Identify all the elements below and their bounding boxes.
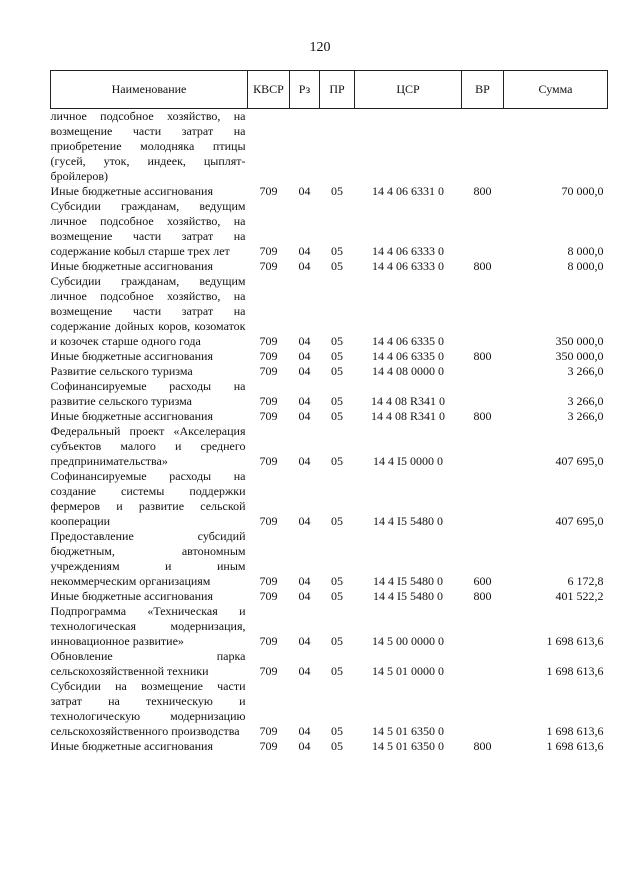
cell-sum: 8 000,0 [567, 259, 604, 273]
budget-table [50, 70, 608, 754]
table-row [51, 199, 608, 259]
cell-vr [462, 604, 504, 649]
cell-pr: 05 [331, 724, 343, 738]
cell-vr [462, 649, 504, 679]
cell-rz: 04 [298, 394, 311, 408]
cell-sum [504, 109, 608, 185]
table-row [51, 604, 608, 649]
cell-csr: 14 4 06 6331 0 [372, 184, 444, 198]
cell-name: Иные бюджетные ассигнования [50, 589, 213, 603]
cell-kvsr: 709 [259, 244, 278, 258]
cell-pr: 05 [331, 664, 343, 678]
cell-vr [462, 379, 504, 409]
cell-csr: 14 5 01 6350 0 [372, 739, 444, 753]
cell-sum: 3 266,0 [567, 409, 604, 423]
cell-sum: 407 695,0 [555, 454, 604, 468]
cell-pr [320, 109, 355, 185]
cell-rz: 04 [298, 589, 311, 603]
cell-vr [462, 469, 504, 529]
cell-rz: 04 [298, 334, 311, 348]
cell-kvsr: 709 [259, 259, 278, 273]
cell-rz: 04 [298, 724, 311, 738]
cell-rz: 04 [298, 454, 311, 468]
table-header [51, 71, 608, 109]
cell-vr [462, 424, 504, 469]
cell-pr: 05 [331, 184, 343, 198]
cell-name: Федеральный проект «Акселерация субъектов малого и среднего предпринимательства» [50, 424, 246, 468]
header-vr: ВР [462, 71, 504, 109]
cell-kvsr: 709 [259, 184, 278, 198]
cell-name: Подпрограмма «Техническая и технологическая модернизация, инновационное развитие» [50, 604, 246, 648]
cell-pr: 05 [331, 589, 343, 603]
cell-kvsr: 709 [259, 454, 278, 468]
cell-sum: 3 266,0 [567, 364, 604, 378]
cell-sum: 70 000,0 [561, 184, 604, 198]
cell-rz: 04 [298, 364, 311, 378]
cell-kvsr [248, 109, 290, 185]
table-row [51, 739, 608, 754]
cell-sum: 1 698 613,6 [546, 634, 604, 648]
cell-rz: 04 [298, 514, 311, 528]
cell-csr: 14 5 01 6350 0 [372, 724, 444, 738]
cell-csr: 14 4 I5 5480 0 [373, 514, 443, 528]
cell-pr: 05 [331, 454, 343, 468]
cell-pr: 05 [331, 739, 343, 753]
cell-name: Иные бюджетные ассигнования [50, 259, 213, 273]
cell-csr: 14 5 00 0000 0 [372, 634, 444, 648]
cell-rz: 04 [298, 349, 311, 363]
header-pr: ПР [320, 71, 355, 109]
cell-sum: 350 000,0 [555, 349, 604, 363]
cell-name: Софинансируемые расходы на развитие сельского туризма [50, 379, 246, 408]
cell-rz: 04 [298, 259, 311, 273]
cell-csr: 14 4 08 0000 0 [372, 364, 444, 378]
cell-rz [290, 109, 320, 185]
cell-vr: 800 [473, 409, 492, 423]
cell-kvsr: 709 [259, 589, 278, 603]
cell-vr [462, 109, 504, 185]
cell-kvsr: 709 [259, 334, 278, 348]
cell-pr: 05 [331, 244, 343, 258]
cell-sum: 407 695,0 [555, 514, 604, 528]
cell-rz: 04 [298, 634, 311, 648]
cell-rz: 04 [298, 184, 311, 198]
cell-kvsr: 709 [259, 634, 278, 648]
page-number: 120 [309, 40, 331, 55]
cell-sum: 1 698 613,6 [546, 724, 604, 738]
cell-vr: 800 [473, 739, 492, 753]
table-row [51, 409, 608, 424]
cell-csr: 14 4 08 R341 0 [370, 394, 445, 408]
cell-kvsr: 709 [259, 664, 278, 678]
header-kvsr: КВСР [248, 71, 290, 109]
table-row [51, 379, 608, 409]
cell-csr: 14 4 I5 5480 0 [373, 574, 443, 588]
cell-name: личное подсобное хозяйство, на возмещение части затрат на приобретение молодняка птицы (гусей, уток, индеек, цыплят-бройлеров) [50, 109, 246, 183]
cell-vr: 800 [473, 259, 492, 273]
cell-pr: 05 [331, 364, 343, 378]
cell-csr: 14 4 I5 5480 0 [373, 589, 443, 603]
table-row [51, 109, 608, 185]
cell-name: Обновление парка сельскохозяйственной техники [50, 649, 246, 678]
cell-vr: 800 [473, 349, 492, 363]
cell-rz: 04 [298, 244, 311, 258]
cell-pr: 05 [331, 409, 343, 423]
cell-sum: 1 698 613,6 [546, 739, 604, 753]
cell-pr: 05 [331, 634, 343, 648]
cell-pr: 05 [331, 259, 343, 273]
table-row [51, 469, 608, 529]
cell-csr [355, 109, 462, 185]
cell-name: Субсидии гражданам, ведущим личное подсобное хозяйство, на возмещение части затрат на содержание кобыл старше трех лет [50, 199, 246, 258]
cell-csr: 14 4 06 6333 0 [372, 259, 444, 273]
table-row [51, 259, 608, 274]
cell-kvsr: 709 [259, 364, 278, 378]
table-row [51, 649, 608, 679]
header-sum: Сумма [504, 71, 608, 109]
cell-sum: 401 522,2 [555, 589, 604, 603]
cell-kvsr: 709 [259, 349, 278, 363]
cell-name: Предоставление субсидий бюджетным, автономным учреждениям и иным некоммерческим организациям [50, 529, 246, 588]
cell-name: Иные бюджетные ассигнования [50, 739, 213, 753]
cell-csr: 14 4 06 6335 0 [372, 349, 444, 363]
table-row [51, 589, 608, 604]
cell-rz: 04 [298, 739, 311, 753]
cell-kvsr: 709 [259, 724, 278, 738]
cell-kvsr: 709 [259, 514, 278, 528]
table-row [51, 364, 608, 379]
cell-vr: 800 [473, 184, 492, 198]
cell-rz: 04 [298, 664, 311, 678]
cell-vr [462, 274, 504, 349]
table-row [51, 529, 608, 589]
cell-rz: 04 [298, 409, 311, 423]
table-body [51, 109, 608, 755]
cell-csr: 14 4 06 6333 0 [372, 244, 444, 258]
cell-vr: 800 [473, 589, 492, 603]
cell-pr: 05 [331, 514, 343, 528]
header-rz: Рз [290, 71, 320, 109]
cell-kvsr: 709 [259, 739, 278, 753]
cell-kvsr: 709 [259, 409, 278, 423]
header-csr: ЦСР [355, 71, 462, 109]
cell-sum: 350 000,0 [555, 334, 604, 348]
table-row [51, 679, 608, 739]
cell-csr: 14 4 08 R341 0 [370, 409, 445, 423]
table-row [51, 349, 608, 364]
cell-name: Иные бюджетные ассигнования [50, 349, 213, 363]
cell-name: Иные бюджетные ассигнования [50, 409, 213, 423]
cell-vr [462, 199, 504, 259]
cell-name: Иные бюджетные ассигнования [50, 184, 213, 198]
cell-vr [462, 364, 504, 379]
cell-vr: 600 [473, 574, 492, 588]
cell-vr [462, 679, 504, 739]
header-name: Наименование [51, 71, 248, 109]
cell-name: Субсидии гражданам, ведущим личное подсобное хозяйство, на возмещение части затрат на содержание дойных коров, козоматок и козочек старше одного года [50, 274, 246, 348]
table-row [51, 424, 608, 469]
cell-name: Субсидии на возмещение части затрат на техническую и технологическую модернизацию сельскохозяйственного производства [50, 679, 246, 738]
table-row [51, 274, 608, 349]
cell-name: Софинансируемые расходы на создание системы поддержки фермеров и развитие сельской кооперации [50, 469, 246, 528]
cell-csr: 14 5 01 0000 0 [372, 664, 444, 678]
cell-name: Развитие сельского туризма [50, 364, 193, 378]
cell-kvsr: 709 [259, 574, 278, 588]
cell-sum: 8 000,0 [567, 244, 604, 258]
cell-csr: 14 4 I5 0000 0 [373, 454, 443, 468]
cell-pr: 05 [331, 349, 343, 363]
cell-pr: 05 [331, 394, 343, 408]
cell-kvsr: 709 [259, 394, 278, 408]
cell-pr: 05 [331, 334, 343, 348]
cell-rz: 04 [298, 574, 311, 588]
cell-sum: 3 266,0 [567, 394, 604, 408]
table-row [51, 184, 608, 199]
cell-csr: 14 4 06 6335 0 [372, 334, 444, 348]
cell-sum: 1 698 613,6 [546, 664, 604, 678]
cell-pr: 05 [331, 574, 343, 588]
cell-sum: 6 172,8 [567, 574, 604, 588]
